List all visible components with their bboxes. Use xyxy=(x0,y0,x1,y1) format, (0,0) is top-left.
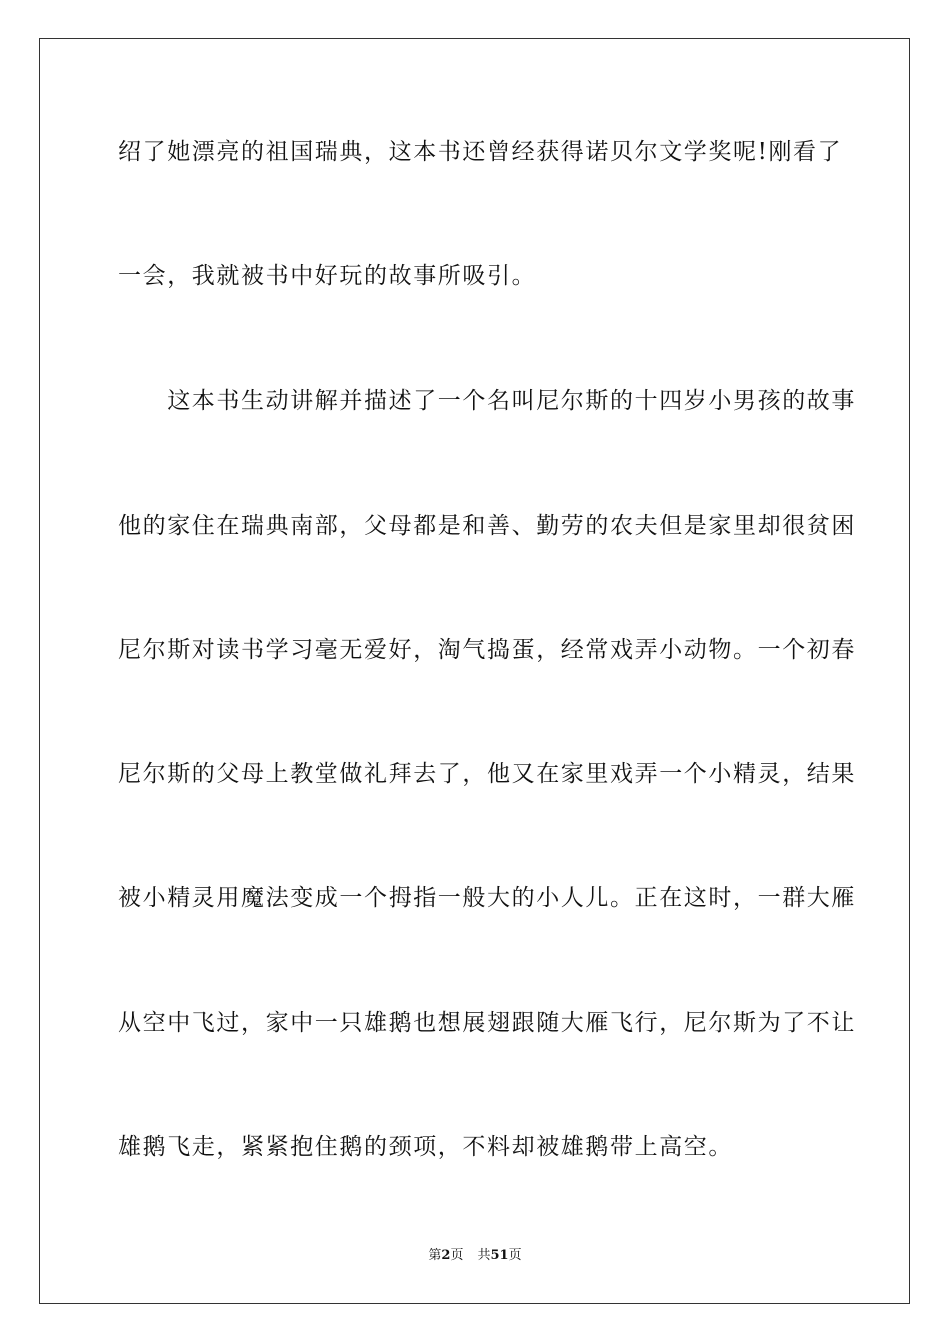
page-label-suffix: 页 xyxy=(450,1248,464,1263)
page-number: 2 xyxy=(441,1248,451,1263)
text-line-6: 尼尔斯的父母上教堂做礼拜去了，他又在家里戏弄一个小精灵，结果 xyxy=(118,761,856,787)
page-label-prefix: 第 xyxy=(428,1248,442,1263)
total-pages: 51 xyxy=(490,1248,509,1263)
page-border xyxy=(39,38,910,1304)
total-label-suffix: 页 xyxy=(508,1248,522,1263)
text-line-9: 雄鹅飞走，紧紧抱住鹅的颈项，不料却被雄鹅带上高空。 xyxy=(118,1134,733,1160)
text-line-4: 他的家住在瑞典南部，父母都是和善、勤劳的农夫但是家里却很贫困 xyxy=(118,513,856,539)
text-line-2: 一会，我就被书中好玩的故事所吸引。 xyxy=(118,263,537,289)
text-line-8: 从空中飞过，家中一只雄鹅也想展翅跟随大雁飞行，尼尔斯为了不让 xyxy=(118,1010,856,1036)
text-line-1: 绍了她漂亮的祖国瑞典，这本书还曾经获得诺贝尔文学奖呢!刚看了 xyxy=(118,139,843,165)
text-line-5: 尼尔斯对读书学习毫无爱好，淘气捣蛋，经常戏弄小动物。一个初春 xyxy=(118,637,856,663)
text-line-3: 这本书生动讲解并描述了一个名叫尼尔斯的十四岁小男孩的故事 xyxy=(118,388,856,414)
text-line-7: 被小精灵用魔法变成一个拇指一般大的小人儿。正在这时，一群大雁 xyxy=(118,885,856,911)
total-label-prefix: 共 xyxy=(477,1248,491,1263)
page-footer xyxy=(0,1247,950,1265)
